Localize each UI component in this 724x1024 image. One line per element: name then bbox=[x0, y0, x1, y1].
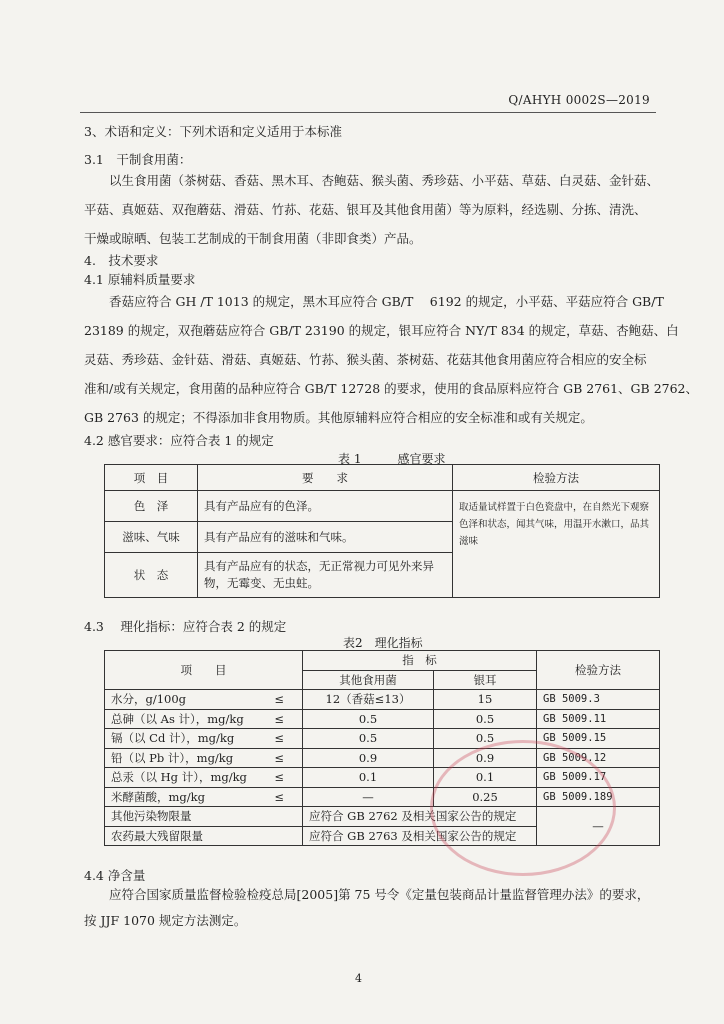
value-cell: 0.9 bbox=[434, 748, 537, 768]
value-cell: 0.5 bbox=[434, 729, 537, 749]
section-4-4-title: 4.4 净含量 bbox=[84, 868, 146, 883]
value-cell: 0.5 bbox=[303, 709, 434, 729]
item-cell: 水分，g/100g bbox=[105, 690, 265, 710]
value-cell: 0.5 bbox=[434, 709, 537, 729]
requirement-cell: 具有产品应有的滋味和气味。 bbox=[198, 522, 453, 553]
item-cell: 铅（以 Pb 计），mg/kg bbox=[105, 748, 265, 768]
col-header-other-fungi: 其他食用菌 bbox=[303, 670, 434, 690]
para-line: 按 JJF 1070 规定方法测定。 bbox=[84, 913, 247, 928]
item-cell: 其他污染物限量 bbox=[105, 807, 303, 827]
item-cell: 总汞（以 Hg 计），mg/kg bbox=[105, 768, 265, 788]
operator-cell: ≤ bbox=[265, 768, 303, 788]
value-cell: 0.25 bbox=[434, 787, 537, 807]
requirement-cell: 具有产品应有的色泽。 bbox=[198, 491, 453, 522]
para-line: 灵菇、秀珍菇、金针菇、滑菇、真姬菇、竹荪、猴头菌、茶树菇、花菇其他食用菌应符合相应的安全标 bbox=[84, 352, 647, 367]
table-2-caption: 表2 理化指标 bbox=[343, 636, 423, 650]
para-line: 准和/或有关规定，食用菌的品种应符合 GB/T 12728 的要求，使用的食品原料应符合 GB 2761、GB 2762、 bbox=[84, 381, 699, 396]
operator-cell: ≤ bbox=[265, 748, 303, 768]
section-4-title: 4. 技术要求 bbox=[84, 253, 159, 268]
method-cell: — bbox=[537, 807, 660, 846]
value-cell: 0.1 bbox=[434, 768, 537, 788]
section-3-title: 3、术语和定义：下列术语和定义适用于本标准 bbox=[84, 124, 342, 139]
para-line: 以生食用菌（茶树菇、香菇、黑木耳、杏鲍菇、猴头菌、秀珍菇、小平菇、草菇、白灵菇、金针菇、 bbox=[109, 173, 660, 188]
sensory-table bbox=[104, 464, 660, 598]
table-row bbox=[105, 748, 660, 768]
col-header-index: 指 标 bbox=[303, 651, 537, 671]
value-cell: 应符合 GB 2763 及相关国家公告的规定 bbox=[303, 826, 537, 846]
table-row bbox=[105, 690, 660, 710]
operator-cell: ≤ bbox=[265, 690, 303, 710]
item-cell: 色 泽 bbox=[105, 491, 198, 522]
table-header-row bbox=[105, 651, 660, 671]
item-cell: 米酵菌酸，mg/kg bbox=[105, 787, 265, 807]
table-row bbox=[105, 709, 660, 729]
item-cell: 农药最大残留限量 bbox=[105, 826, 303, 846]
value-cell: 0.1 bbox=[303, 768, 434, 788]
section-4-1-title: 4.1 原辅料质量要求 bbox=[84, 272, 196, 287]
table-header-row bbox=[105, 465, 660, 491]
header-rule bbox=[80, 112, 656, 113]
value-cell: 12（香菇≤13） bbox=[303, 690, 434, 710]
para-line: GB 2763 的规定；不得添加非食用物质。其他原辅料应符合相应的安全标准和或有关规定。 bbox=[84, 410, 593, 425]
table-row bbox=[105, 768, 660, 788]
item-cell: 总砷（以 As 计），mg/kg bbox=[105, 709, 265, 729]
item-cell: 镉（以 Cd 计），mg/kg bbox=[105, 729, 265, 749]
physchem-table bbox=[104, 650, 660, 846]
value-cell: 15 bbox=[434, 690, 537, 710]
value-cell: — bbox=[303, 787, 434, 807]
method-cell: GB 5009.3 bbox=[537, 690, 660, 710]
para-line: 干燥或晾晒、包装工艺制成的干制食用菌（非即食类）产品。 bbox=[84, 231, 422, 246]
para-line: 平菇、真姬菇、双孢蘑菇、滑菇、竹荪、花菇、银耳及其他食用菌）等为原料，经选剔、分拣、清洗、 bbox=[84, 202, 647, 217]
section-4-1-paragraph bbox=[84, 287, 699, 432]
item-cell: 状 态 bbox=[105, 553, 198, 598]
method-cell: GB 5009.15 bbox=[537, 729, 660, 749]
operator-cell: ≤ bbox=[265, 709, 303, 729]
table-row bbox=[105, 807, 660, 827]
para-line: 香菇应符合 GH /T 1013 的规定，黑木耳应符合 GB/T 6192 的规定，小平菇、平菇应符合 GB/T bbox=[109, 294, 664, 309]
table-row bbox=[105, 729, 660, 749]
section-3-1-title: 3.1 干制食用菌： bbox=[84, 152, 192, 167]
requirement-cell: 具有产品应有的状态，无正常视力可见外来异物，无霉变、无虫蛀。 bbox=[198, 553, 453, 598]
item-cell: 滋味、气味 bbox=[105, 522, 198, 553]
operator-cell: ≤ bbox=[265, 787, 303, 807]
method-cell: GB 5009.12 bbox=[537, 748, 660, 768]
col-header-yinger: 银耳 bbox=[434, 670, 537, 690]
operator-cell: ≤ bbox=[265, 729, 303, 749]
document-code: Q/AHYH 0002S—2019 bbox=[508, 93, 650, 107]
table-row bbox=[105, 787, 660, 807]
section-4-3-title: 4.3 理化指标：应符合表 2 的规定 bbox=[84, 619, 287, 634]
method-cell: GB 5009.17 bbox=[537, 768, 660, 788]
col-header-method: 检验方法 bbox=[453, 465, 660, 491]
table-row bbox=[105, 491, 660, 522]
para-line: 23189 的规定，双孢蘑菇应符合 GB/T 23190 的规定，银耳应符合 NY/T 834 的规定，草菇、杏鲍菇、白 bbox=[84, 323, 679, 338]
method-cell: GB 5009.11 bbox=[537, 709, 660, 729]
col-header-requirement: 要 求 bbox=[198, 465, 453, 491]
col-header-item: 项 目 bbox=[105, 651, 303, 690]
page-number: 4 bbox=[355, 972, 362, 985]
col-header-item: 项 目 bbox=[105, 465, 198, 491]
value-cell: 0.5 bbox=[303, 729, 434, 749]
section-3-1-paragraph bbox=[84, 166, 660, 253]
para-line: 应符合国家质量监督检验检疫总局[2005]第 75 号令《定量包装商品计量监督管理办法》的要求， bbox=[109, 887, 650, 902]
table-1-caption: 表 1 感官要求 bbox=[338, 452, 446, 466]
col-header-method: 检验方法 bbox=[537, 651, 660, 690]
method-cell: GB 5009.189 bbox=[537, 787, 660, 807]
value-cell: 应符合 GB 2762 及相关国家公告的规定 bbox=[303, 807, 537, 827]
method-cell: 取适量试样置于白色瓷盘中，在自然光下观察色泽和状态，闻其气味，用温开水漱口，品其滋味 bbox=[453, 491, 660, 598]
value-cell: 0.9 bbox=[303, 748, 434, 768]
section-4-4-paragraph bbox=[84, 882, 654, 934]
section-4-2-title: 4.2 感官要求：应符合表 1 的规定 bbox=[84, 433, 274, 448]
